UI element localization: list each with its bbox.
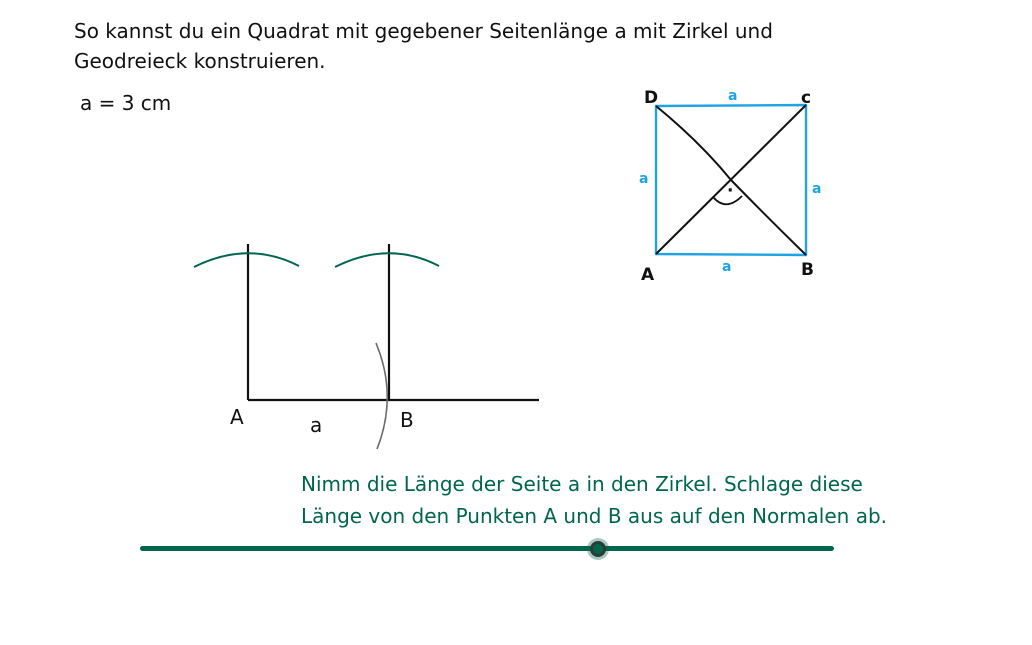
instruction-line-2: Länge von den Punkten A und B aus auf den Normalen ab. xyxy=(301,504,887,528)
point-b-label: B xyxy=(400,408,414,432)
right-angle-dot: · xyxy=(727,181,734,201)
compass-arc-above-b xyxy=(335,253,439,267)
given-side-length: a = 3 cm xyxy=(80,91,172,115)
side-left-label: a xyxy=(639,171,649,187)
side-right-label: a xyxy=(812,181,822,197)
corner-b-label: B xyxy=(801,260,814,280)
corner-d-label: D xyxy=(644,88,659,108)
side-top-label: a xyxy=(728,88,738,104)
step-slider[interactable] xyxy=(140,538,834,560)
side-a-label: a xyxy=(310,413,323,437)
construction-drawing xyxy=(194,244,539,449)
compass-arc-b xyxy=(376,343,387,449)
side-bottom-label: a xyxy=(722,259,732,275)
slider-handle[interactable] xyxy=(590,541,606,557)
point-a-label: A xyxy=(230,405,244,429)
instruction-line-1: Nimm die Länge der Seite a in den Zirkel. Schlage diese xyxy=(301,472,863,496)
intro-line-2: Geodreieck konstruieren. xyxy=(74,49,326,73)
corner-c-label: c xyxy=(801,88,812,108)
square-sketch xyxy=(639,88,821,285)
slider-track[interactable] xyxy=(140,546,834,551)
intro-line-1: So kannst du ein Quadrat mit gegebener Seitenlänge a mit Zirkel und xyxy=(74,19,773,43)
corner-a-label: A xyxy=(641,265,655,285)
instruction-text xyxy=(301,468,1001,532)
compass-arc-above-a xyxy=(194,253,299,267)
